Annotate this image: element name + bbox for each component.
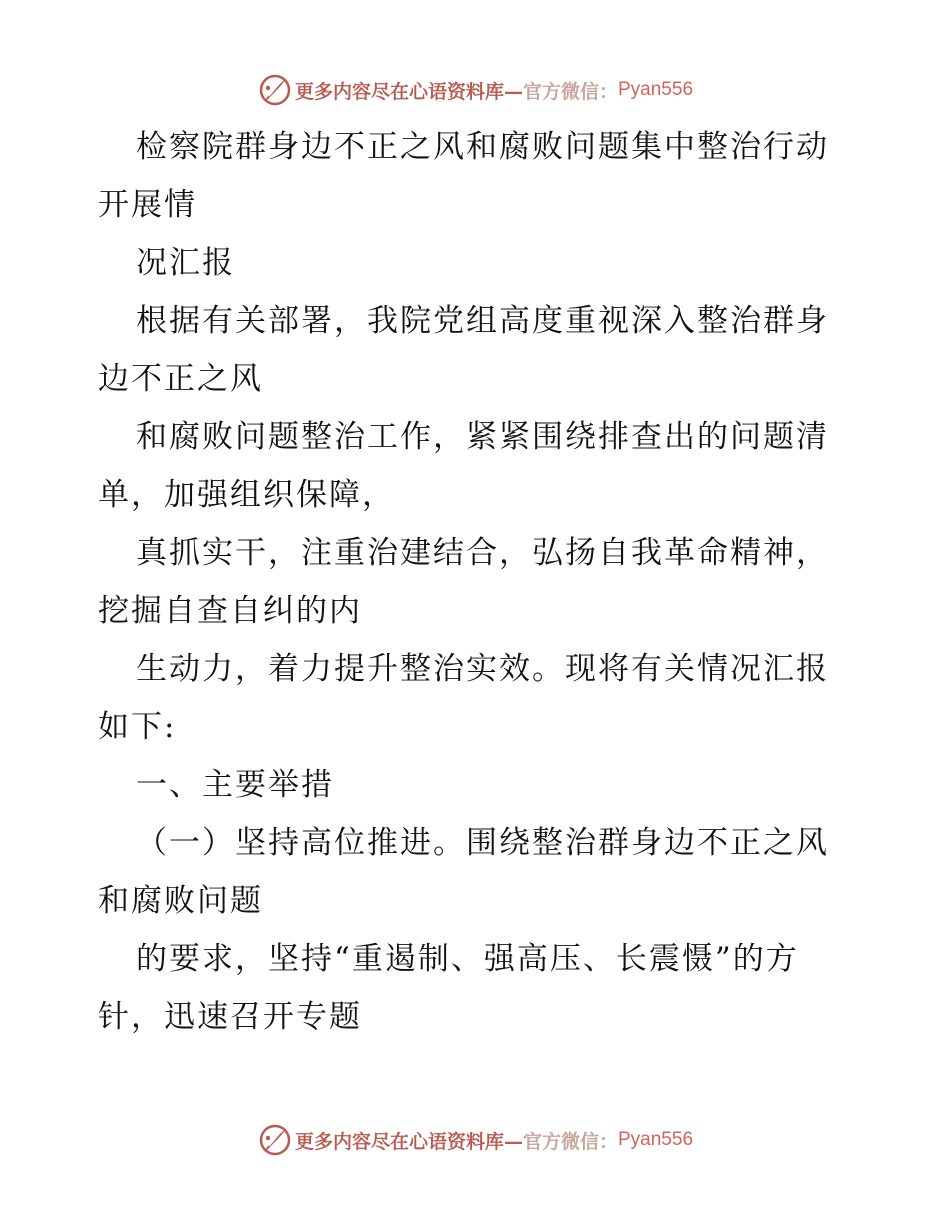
paragraph: 的要求，坚持“重遏制、强高压、长震慑”的方针，迅速召开专题 <box>98 941 799 1035</box>
paragraph: 真抓实干，注重治建结合，弘扬自我革命精神，挖掘自查自纠的内 <box>98 535 829 629</box>
header-watermark <box>0 70 950 110</box>
watermark-account-label: 官方微信： <box>522 80 618 103</box>
watermark-text: 更多内容尽在心语资料库— <box>294 80 523 103</box>
quill-pen-icon <box>257 1122 293 1158</box>
paragraph-title-continuation: 况汇报 <box>136 245 235 281</box>
watermark-account-id: Pyan556 <box>618 79 694 100</box>
paragraph: （一）坚持高位推进。围绕整治群身边不正之风和腐败问题 <box>98 825 829 919</box>
footer-watermark <box>0 1120 950 1160</box>
paragraph: 根据有关部署，我院党组高度重视深入整治群身边不正之风 <box>98 303 829 397</box>
paragraph: 和腐败问题整治工作，紧紧围绕排查出的问题清单，加强组织保障， <box>98 419 829 513</box>
section-heading: 一、主要举措 <box>136 767 334 803</box>
quill-pen-icon <box>257 72 293 108</box>
document-body <box>98 118 858 1046</box>
watermark-account-id: Pyan556 <box>618 1129 694 1150</box>
watermark-account-label: 官方微信： <box>522 1130 618 1153</box>
paragraph: 生动力，着力提升整治实效。现将有关情况汇报如下: <box>98 651 829 745</box>
paragraph-title-line: 检察院群身边不正之风和腐败问题集中整治行动开展情 <box>98 129 829 223</box>
watermark-text: 更多内容尽在心语资料库— <box>294 1130 523 1153</box>
